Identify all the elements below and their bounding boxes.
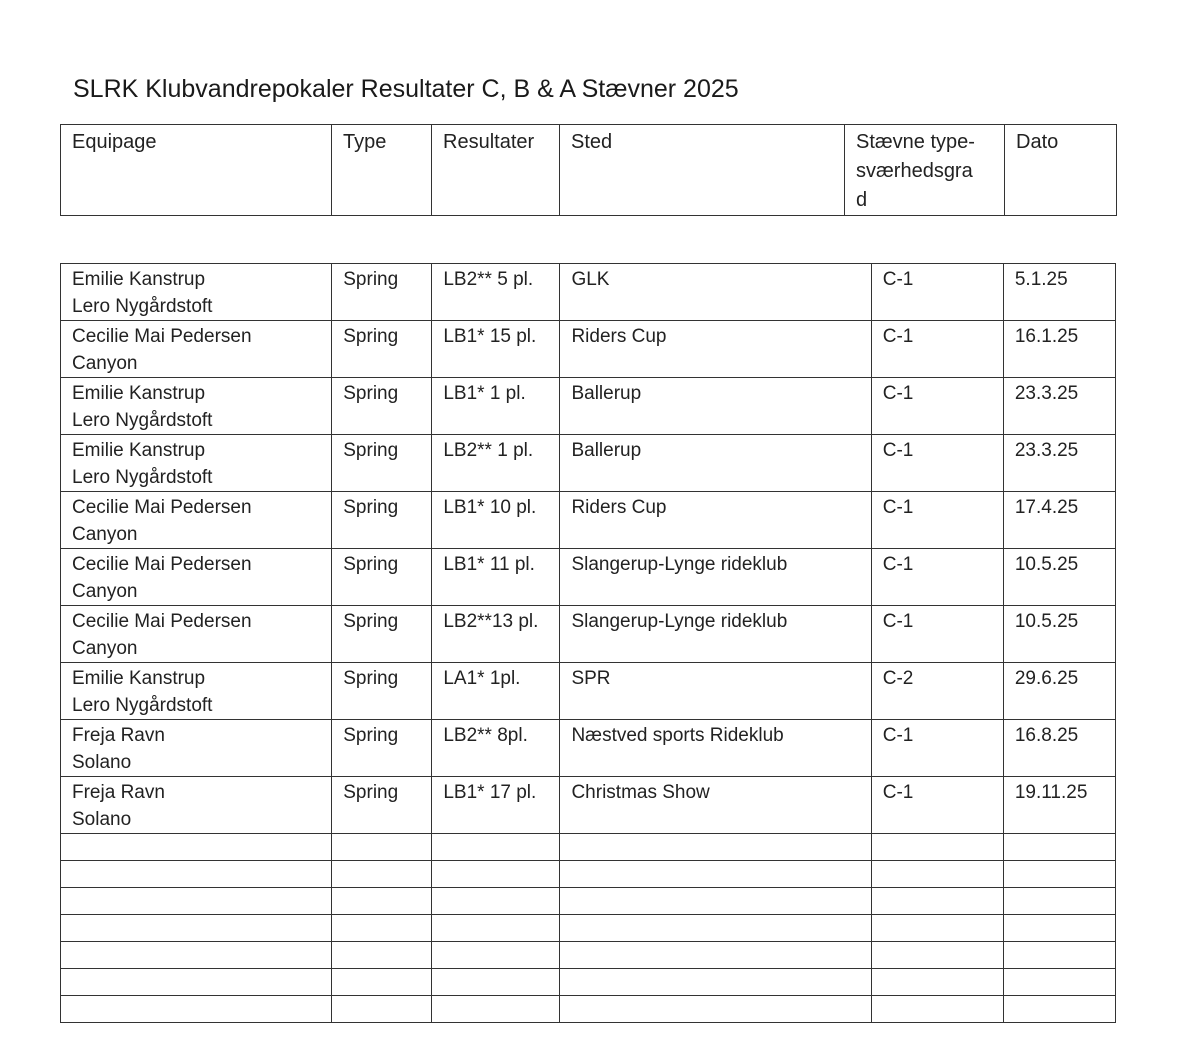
- empty-cell: [332, 888, 432, 915]
- cell-level: C-1: [871, 378, 1003, 435]
- cell-sted: Slangerup-Lynge rideklub: [560, 606, 871, 663]
- empty-cell: [432, 996, 560, 1023]
- cell-equipage: [61, 264, 332, 321]
- empty-cell: [61, 996, 332, 1023]
- empty-cell: [432, 834, 560, 861]
- empty-cell: [61, 969, 332, 996]
- results-body: [61, 264, 1116, 1023]
- empty-cell: [560, 834, 871, 861]
- empty-cell: [560, 996, 871, 1023]
- empty-cell: [432, 888, 560, 915]
- empty-cell: [332, 969, 432, 996]
- cell-equipage: [61, 663, 332, 720]
- header-equipage: Equipage: [61, 125, 332, 216]
- horse-name: Solano: [72, 752, 132, 773]
- empty-cell: [432, 969, 560, 996]
- cell-type: Spring: [332, 378, 432, 435]
- cell-result: LA1* 1pl.: [432, 663, 560, 720]
- cell-sted: Slangerup-Lynge rideklub: [560, 549, 871, 606]
- horse-name: Canyon: [72, 524, 138, 545]
- cell-dato: 16.1.25: [1003, 321, 1115, 378]
- table-row: [61, 321, 1116, 378]
- cell-equipage: [61, 720, 332, 777]
- rider-name: Emilie Kanstrup: [72, 668, 206, 689]
- empty-cell: [432, 915, 560, 942]
- empty-row: [61, 942, 1116, 969]
- cell-sted: GLK: [560, 264, 871, 321]
- cell-dato: 10.5.25: [1003, 606, 1115, 663]
- rider-name: Cecilie Mai Pedersen: [72, 611, 252, 632]
- cell-sted: SPR: [560, 663, 871, 720]
- cell-dato: 10.5.25: [1003, 549, 1115, 606]
- table-row: [61, 663, 1116, 720]
- cell-equipage: [61, 378, 332, 435]
- cell-sted: Riders Cup: [560, 321, 871, 378]
- cell-result: LB1* 11 pl.: [432, 549, 560, 606]
- empty-cell: [560, 915, 871, 942]
- cell-result: LB1* 17 pl.: [432, 777, 560, 834]
- rider-name: Cecilie Mai Pedersen: [72, 497, 252, 518]
- empty-cell: [871, 834, 1003, 861]
- cell-level: C-1: [871, 321, 1003, 378]
- cell-type: Spring: [332, 720, 432, 777]
- horse-name: Solano: [72, 809, 132, 830]
- cell-sted: Riders Cup: [560, 492, 871, 549]
- table-row: [61, 492, 1116, 549]
- empty-row: [61, 888, 1116, 915]
- empty-row: [61, 996, 1116, 1023]
- empty-cell: [432, 942, 560, 969]
- cell-dato: 5.1.25: [1003, 264, 1115, 321]
- empty-cell: [332, 996, 432, 1023]
- empty-row: [61, 861, 1116, 888]
- horse-name: Lero Nygårdstoft: [72, 296, 213, 317]
- horse-name: Lero Nygårdstoft: [72, 467, 213, 488]
- cell-result: LB1* 1 pl.: [432, 378, 560, 435]
- cell-sted: Næstved sports Rideklub: [560, 720, 871, 777]
- cell-equipage: [61, 492, 332, 549]
- rider-name: Cecilie Mai Pedersen: [72, 326, 252, 347]
- cell-level: C-1: [871, 435, 1003, 492]
- empty-cell: [871, 915, 1003, 942]
- column-header-table: [60, 124, 1117, 216]
- cell-dato: 23.3.25: [1003, 378, 1115, 435]
- table-row: [61, 777, 1116, 834]
- empty-cell: [1003, 942, 1115, 969]
- empty-cell: [871, 888, 1003, 915]
- table-row: [61, 606, 1116, 663]
- empty-cell: [61, 942, 332, 969]
- header-type: Type: [332, 125, 432, 216]
- horse-name: Canyon: [72, 581, 138, 602]
- cell-dato: 16.8.25: [1003, 720, 1115, 777]
- horse-name: Lero Nygårdstoft: [72, 410, 213, 431]
- results-table: [60, 263, 1116, 1023]
- cell-equipage: [61, 777, 332, 834]
- cell-type: Spring: [332, 777, 432, 834]
- cell-type: Spring: [332, 264, 432, 321]
- empty-cell: [332, 915, 432, 942]
- cell-dato: 29.6.25: [1003, 663, 1115, 720]
- header-resultater: Resultater: [432, 125, 560, 216]
- empty-row: [61, 969, 1116, 996]
- cell-sted: Ballerup: [560, 435, 871, 492]
- empty-cell: [61, 834, 332, 861]
- empty-cell: [560, 888, 871, 915]
- header-row: [61, 125, 1117, 216]
- empty-cell: [871, 861, 1003, 888]
- table-row: [61, 264, 1116, 321]
- cell-dato: 17.4.25: [1003, 492, 1115, 549]
- empty-cell: [871, 996, 1003, 1023]
- cell-level: C-1: [871, 720, 1003, 777]
- empty-cell: [61, 915, 332, 942]
- empty-cell: [1003, 969, 1115, 996]
- empty-cell: [332, 861, 432, 888]
- empty-cell: [1003, 834, 1115, 861]
- cell-equipage: [61, 321, 332, 378]
- cell-dato: 19.11.25: [1003, 777, 1115, 834]
- cell-result: LB2** 5 pl.: [432, 264, 560, 321]
- cell-dato: 23.3.25: [1003, 435, 1115, 492]
- page-title: SLRK Klubvandrepokaler Resultater C, B & A Stævner 2025: [73, 75, 739, 103]
- cell-type: Spring: [332, 606, 432, 663]
- cell-level: C-1: [871, 492, 1003, 549]
- cell-level: C-1: [871, 777, 1003, 834]
- empty-cell: [560, 969, 871, 996]
- cell-type: Spring: [332, 549, 432, 606]
- rider-name: Cecilie Mai Pedersen: [72, 554, 252, 575]
- cell-result: LB1* 15 pl.: [432, 321, 560, 378]
- empty-cell: [61, 888, 332, 915]
- empty-cell: [1003, 861, 1115, 888]
- horse-name: Canyon: [72, 638, 138, 659]
- empty-cell: [1003, 915, 1115, 942]
- horse-name: Canyon: [72, 353, 138, 374]
- rider-name: Emilie Kanstrup: [72, 269, 206, 290]
- empty-cell: [1003, 996, 1115, 1023]
- table-row: [61, 378, 1116, 435]
- cell-result: LB2** 8pl.: [432, 720, 560, 777]
- cell-equipage: [61, 435, 332, 492]
- header-sted: Sted: [560, 125, 845, 216]
- empty-cell: [1003, 888, 1115, 915]
- cell-level: C-1: [871, 264, 1003, 321]
- empty-row: [61, 915, 1116, 942]
- cell-type: Spring: [332, 321, 432, 378]
- cell-sted: Ballerup: [560, 378, 871, 435]
- empty-cell: [560, 861, 871, 888]
- cell-result: LB2**13 pl.: [432, 606, 560, 663]
- empty-cell: [432, 861, 560, 888]
- cell-type: Spring: [332, 663, 432, 720]
- empty-cell: [871, 969, 1003, 996]
- table-row: [61, 549, 1116, 606]
- rider-name: Emilie Kanstrup: [72, 383, 206, 404]
- cell-sted: Christmas Show: [560, 777, 871, 834]
- header-staevne-type: Stævne type- sværhedsgra d: [845, 125, 1005, 216]
- table-row: [61, 435, 1116, 492]
- cell-level: C-1: [871, 549, 1003, 606]
- header-dato: Dato: [1005, 125, 1117, 216]
- cell-result: LB2** 1 pl.: [432, 435, 560, 492]
- rider-name: Freja Ravn: [72, 725, 165, 746]
- rider-name: Freja Ravn: [72, 782, 165, 803]
- horse-name: Lero Nygårdstoft: [72, 695, 213, 716]
- empty-cell: [871, 942, 1003, 969]
- empty-row: [61, 834, 1116, 861]
- cell-level: C-1: [871, 606, 1003, 663]
- table-row: [61, 720, 1116, 777]
- empty-cell: [332, 942, 432, 969]
- cell-type: Spring: [332, 435, 432, 492]
- cell-level: C-2: [871, 663, 1003, 720]
- rider-name: Emilie Kanstrup: [72, 440, 206, 461]
- empty-cell: [332, 834, 432, 861]
- empty-cell: [61, 861, 332, 888]
- cell-result: LB1* 10 pl.: [432, 492, 560, 549]
- cell-equipage: [61, 549, 332, 606]
- cell-equipage: [61, 606, 332, 663]
- cell-type: Spring: [332, 492, 432, 549]
- empty-cell: [560, 942, 871, 969]
